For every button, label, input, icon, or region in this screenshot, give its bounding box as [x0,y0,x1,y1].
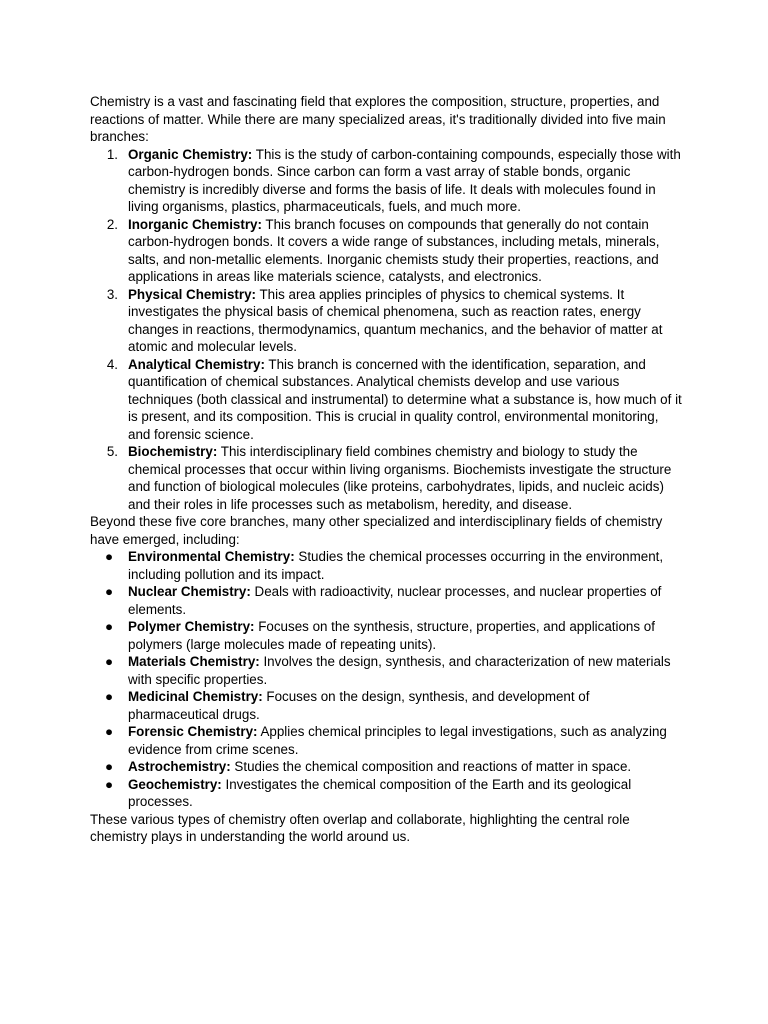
list-item [90,758,682,776]
bullet-icon: ● [104,654,114,669]
field-description: Studies the chemical composition and reactions of matter in space. [230,759,632,774]
bullet-icon: ● [104,724,114,739]
branch-description: This interdisciplinary field combines chemistry and biology to study the chemical processes that occur within living organisms. Biochemists investigate the structure and function of biological molecules (like proteins, carbohydrates, lipids, and nucleic acids) and their roles in life processes such as metabolism, heredity, and disease. [128,444,672,512]
conclusion-paragraph: These various types of chemistry often overlap and collaborate, highlighting the central role chemistry plays in understanding the world around us. [90,811,630,844]
list-number: 5. [106,444,118,459]
list-item [90,688,682,723]
list-item [90,776,682,811]
bullet-icon: ● [104,759,114,774]
list-item [90,583,682,618]
branch-description: This branch focuses on compounds that generally do not contain carbon-hydrogen bonds. It covers a wide range of substances, including metals, minerals, salts, and non-metallic elements. Inorganic chemists study their properties, reactions, and applications in areas like materials science, catalysts, and electronics. [128,216,660,284]
branch-description: This is the study of carbon-containing compounds, especially those with carbon-hydrogen bonds. Since carbon can form a vast array of stable bonds, organic chemistry is incredibly diverse and forms the basis of life. It deals with molecules found in living organisms, plastics, pharmaceuticals, fuels, and much more. [128,146,681,214]
field-description: Focuses on the design, synthesis, and development of pharmaceutical drugs. [128,689,590,722]
field-description: Focuses on the synthesis, structure, properties, and applications of polymers (large molecules made of repeating units). [128,619,655,652]
branch-description: This branch is concerned with the identification, separation, and quantification of chemical substances. Analytical chemists develop and use various techniques (both classical and instrumental) to determine what a substance is, how much of it is present, and its composition. This is crucial in quality control, environmental monitoring, and forensic science. [128,356,682,442]
branch-title: Physical Chemistry: [128,286,257,302]
branch-description: This area applies principles of physics to chemical systems. It investigates the physical basis of chemical phenomena, such as reaction rates, energy changes in reactions, thermodynamics, quantum mechanics, and the behavior of matter at atomic and molecular levels. [128,286,663,354]
branch-title: Analytical Chemistry: [128,356,265,372]
field-title: Forensic Chemistry: [128,724,258,739]
field-description: Deals with radioactivity, nuclear processes, and nuclear properties of elements. [128,584,662,617]
list-number: 4. [106,356,118,372]
list-item [90,216,682,286]
transition-paragraph: Beyond these five core branches, many other specialized and interdisciplinary fields of chemistry have emerged, including: [90,514,663,547]
field-description: Studies the chemical processes occurring in the environment, including pollution and its impact. [128,549,664,582]
other-fields-list [90,548,682,811]
list-item [90,653,682,688]
list-item [90,356,682,444]
main-branches-list [90,146,682,514]
list-number: 3. [106,286,118,302]
bullet-icon: ● [104,549,114,564]
branch-title: Organic Chemistry: [128,146,253,162]
field-description: Applies chemical principles to legal investigations, such as analyzing evidence from crime scenes. [128,724,667,757]
bullet-icon: ● [104,689,114,704]
list-item [90,443,682,513]
list-number: 1. [106,146,118,162]
list-item [90,548,682,583]
field-title: Polymer Chemistry: [128,619,255,634]
list-item [90,286,682,356]
list-item [90,146,682,216]
field-title: Geochemistry: [128,776,222,792]
document-body [90,93,682,846]
field-title: Materials Chemistry: [128,654,260,669]
list-item [90,618,682,653]
list-item [90,723,682,758]
branch-title: Inorganic Chemistry: [128,216,262,232]
field-description: Involves the design, synthesis, and characterization of new materials with specific properties. [128,654,671,687]
list-number: 2. [106,216,118,232]
bullet-icon: ● [104,619,114,634]
field-description: Investigates the chemical composition of the Earth and its geological processes. [128,776,632,809]
field-title: Medicinal Chemistry: [128,689,263,704]
intro-paragraph: Chemistry is a vast and fascinating field that explores the composition, structure, properties, and reactions of matter. While there are many specialized areas, it's traditionally divided into five main branches: [90,94,666,144]
branch-title: Biochemistry: [128,444,218,459]
field-title: Nuclear Chemistry: [128,584,251,599]
field-title: Environmental Chemistry: [128,549,295,564]
bullet-icon: ● [104,584,114,599]
bullet-icon: ● [104,776,114,792]
field-title: Astrochemistry: [128,759,231,774]
